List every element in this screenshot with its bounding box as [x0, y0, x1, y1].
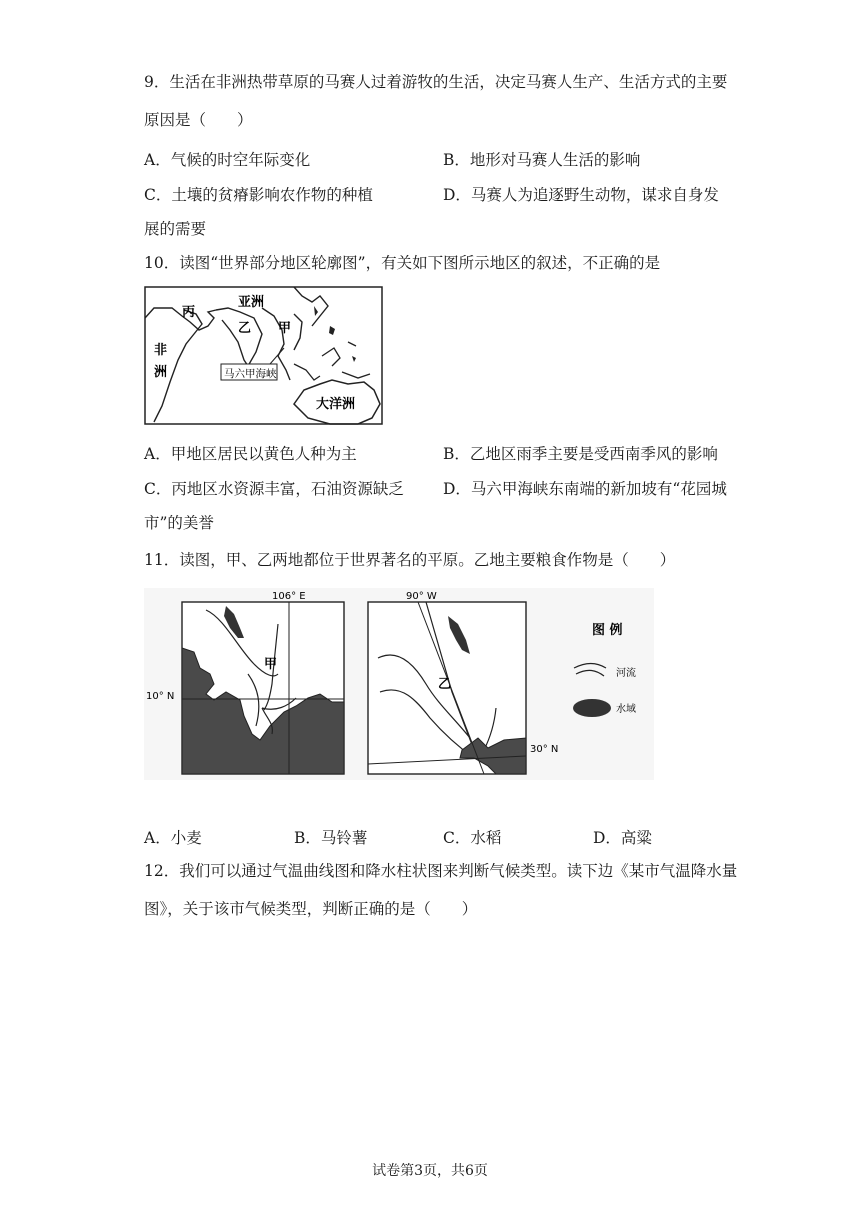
q9-option-d: D．马赛人为追逐野生动物，谋求自身发 — [443, 186, 719, 204]
q9-option-b: B．地形对马赛人生活的影响 — [443, 151, 641, 169]
q11-option-d: D．高粱 — [593, 829, 652, 847]
q10-map-label-bing: 丙 — [182, 305, 196, 320]
q10-option-d: D．马六甲海峡东南端的新加坡有“花园城 — [443, 480, 727, 498]
q11-map1-label-jia: 甲 — [264, 657, 278, 672]
q10-map-label-oceania: 大洋洲 — [316, 397, 356, 412]
q11-legend-river: 河流 — [616, 668, 636, 679]
q9-stem-line2: 原因是（ ） — [144, 111, 253, 129]
q11-legend-water: 水域 — [616, 704, 636, 715]
q9-option-a: A．气候的时空年际变化 — [144, 151, 311, 169]
q10-option-d-continued: 市”的美誉 — [144, 514, 214, 532]
q9-stem-line1: 9．生活在非洲热带草原的马赛人过着游牧的生活，决定马赛人生产、生活方式的主要 — [144, 73, 728, 91]
q11-map2-latitude: 30° N — [530, 744, 559, 755]
q10-map-label-jia: 甲 — [278, 321, 292, 336]
q11-map1-latitude: 10° N — [146, 691, 175, 702]
page-footer: 试卷第3页，共6页 — [372, 1163, 488, 1179]
q11-map2-longitude: 90° W — [406, 591, 437, 602]
q10-stem: 10．读图“世界部分地区轮廓图”，有关如下图所示地区的叙述，不正确的是 — [144, 254, 661, 272]
q10-option-c: C．丙地区水资源丰富，石油资源缺乏 — [144, 480, 404, 498]
q10-option-a: A．甲地区居民以黄色人种为主 — [144, 445, 357, 463]
q10-map-label-asia: 亚洲 — [238, 295, 265, 310]
q10-option-b: B．乙地区雨季主要是受西南季风的影响 — [443, 445, 718, 463]
q10-map-label-africa-2: 洲 — [154, 365, 168, 380]
q10-map-label-africa-1: 非 — [154, 343, 168, 358]
q11-plains-maps — [144, 588, 654, 780]
q11-stem: 11．读图，甲、乙两地都位于世界著名的平原。乙地主要粮食作物是（ ） — [144, 551, 676, 569]
q11-option-b: B．马铃薯 — [294, 829, 368, 847]
q12-stem-line2: 图》，关于该市气候类型，判断正确的是（ ） — [144, 900, 478, 918]
q11-option-c: C．水稻 — [443, 829, 502, 847]
q9-option-c: C．土壤的贫瘠影响农作物的种植 — [144, 186, 373, 204]
q10-world-region-map — [144, 286, 384, 426]
q11-legend-title: 图 例 — [592, 623, 623, 638]
water-legend-icon — [573, 699, 611, 717]
q10-map-label-yi: 乙 — [238, 321, 252, 336]
q12-stem-line1: 12．我们可以通过气温曲线图和降水柱状图来判断气候类型。读下边《某市气温降水量 — [144, 862, 738, 880]
q10-map-label-strait: 马六甲海峡 — [224, 368, 277, 380]
q9-option-d-continued: 展的需要 — [144, 220, 207, 238]
q11-map2-label-yi: 乙 — [438, 677, 452, 692]
q11-option-a: A．小麦 — [144, 829, 202, 847]
q11-map1-longitude: 106° E — [272, 591, 306, 602]
